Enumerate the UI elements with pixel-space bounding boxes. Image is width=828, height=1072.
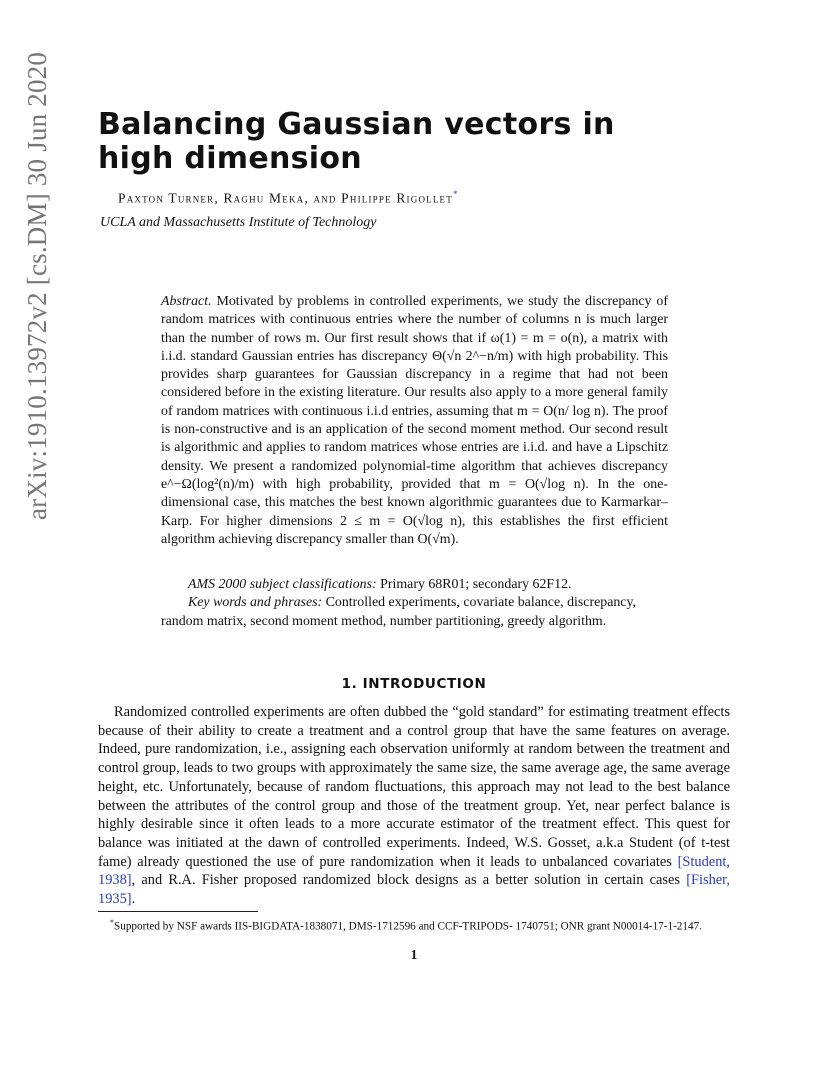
affiliation: UCLA and Massachusetts Institute of Technology	[100, 215, 377, 230]
author-footnote-mark[interactable]: *	[452, 189, 459, 199]
ams-classification	[161, 576, 641, 594]
author-names: Paxton Turner, Raghu Meka, and Philippe Rigollet	[118, 190, 453, 206]
intro-paragraph	[98, 703, 730, 909]
ams-label: AMS 2000 subject classifications:	[188, 577, 377, 592]
citation-fisher[interactable]: [Fisher, 1935]	[98, 872, 730, 908]
arxiv-stamp: arXiv:1910.13972v2 [cs.DM] 30 Jun 2020	[22, 51, 52, 520]
page-number: 1	[410, 947, 418, 962]
paper-metadata	[161, 576, 641, 631]
footnote-rule	[98, 911, 258, 912]
keywords	[161, 594, 641, 631]
footnote-mark: *	[110, 918, 114, 927]
author-line	[118, 189, 459, 207]
abstract-label: Abstract.	[161, 294, 212, 309]
keywords-text: Controlled experiments, covariate balance, discrepancy, random matrix, second moment method, number partitioning, greedy algorithm.	[161, 595, 636, 629]
intro-text-middle: , and R.A. Fisher proposed randomized block designs as a better solution in certain cases	[131, 872, 680, 889]
paper-title: Balancing Gaussian vectors in high dimension	[98, 107, 615, 176]
intro-text: Randomized controlled experiments are often dubbed the “gold standard” for estimating treatment effects because of their ability to create a treatment and a control group that have the same features on average. Indeed, pure randomization, i.e., assigning each observation uniformly at random between the treatment and control group, leads to two groups with approximately the same size, the same average age, the same average height, etc. Unfortunately, because of random fluctuations, this approach may not lead to the best balance between the attributes of the control group and those of the treatment group. Yet, near perfect balance is highly desirable since it often leads to a more accurate estimator of the treatment effect. This quest for balance was initiated at the dawn of controlled experiments. Indeed, W.S. Gosset, a.k.a Student (of t-test fame) already questioned the use of pure randomization when it leads to unbalanced covariates	[98, 704, 730, 870]
footnote-text: Supported by NSF awards IIS-BIGDATA-1838071, DMS-1712596 and CCF-TRIPODS- 1740751; ONR grant N00014-17-1-2147.	[114, 920, 702, 933]
keywords-label: Key words and phrases:	[188, 595, 323, 611]
ams-text: Primary 68R01; secondary 62F12.	[380, 577, 572, 592]
section-number: 1.	[341, 676, 358, 692]
abstract	[161, 293, 668, 549]
section-title: INTRODUCTION	[362, 676, 487, 692]
citation-student[interactable]: [Student, 1938]	[98, 853, 730, 889]
intro-text-end: .	[131, 891, 136, 908]
footnote	[98, 915, 730, 935]
section-heading	[0, 676, 828, 692]
abstract-text: Motivated by problems in controlled experiments, we study the discrepancy of random matrices with continuous entries where the number of columns n is much larger than the number of rows m. Our first result shows that if ω(1) = m = o(n), a matrix with i.i.d. standard Gaussian entries has discrepancy Θ(√n 2^−n/m) with high probability. This provides sharp guarantees for Gaussian discrepancy in a regime that had not been considered before in the existing literature. Our results also apply to a more general family of random matrices with continuous i.i.d entries, assuming that m = O(n/ log n). The proof is non-constructive and is an application of the second moment method. Our second result is algorithmic and applies to random matrices whose entries are i.i.d. and have a Lipschitz density. We present a randomized polynomial-time algorithm that achieves discrepancy e^−Ω(log²(n)/m) with high probability, provided that m = O(√log n). In the one-dimensional case, this matches the best known algorithmic guarantees due to Karmarkar–Karp. For higher dimensions 2 ≤ m = O(√log n), this establishes the first efficient algorithm achieving discrepancy smaller than O(√m).	[161, 294, 668, 547]
